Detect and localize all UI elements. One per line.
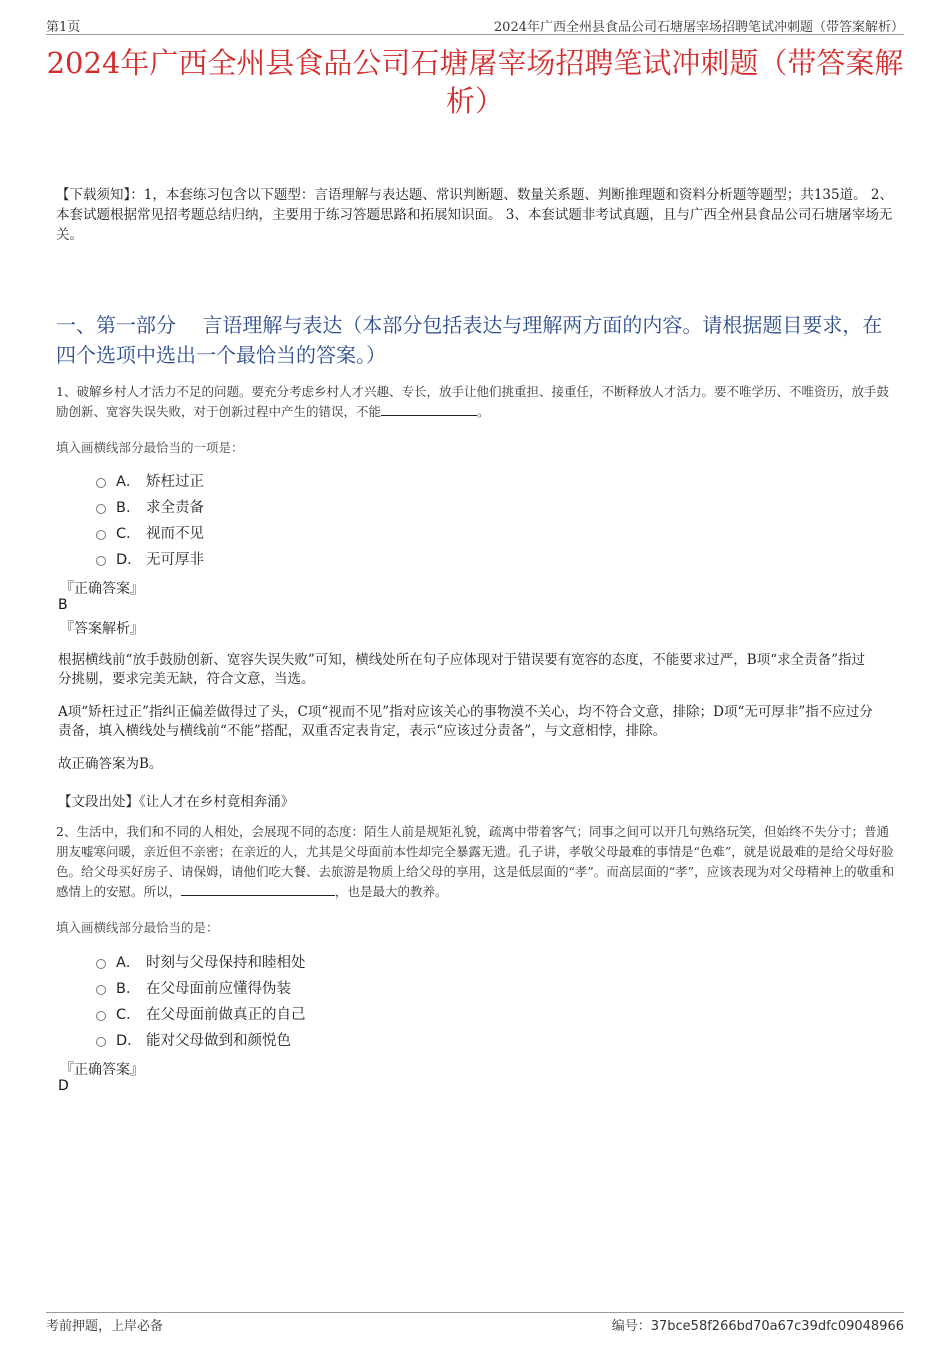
option-c[interactable]: C． 视而不见 (96, 519, 204, 545)
option-d[interactable]: D． 无可厚非 (96, 545, 204, 571)
download-notice: 【下载须知】：1，本套练习包含以下题型：言语理解与表达题、常识判断题、数量关系题、判断推理题和资料分析题等题型；共135道。 2、本套试题根据常见招考题总结归纳，主要用于练习答题思路和拓展知识面。 3、本套试题非考试真题，且与广西全州县食品公司石塘屠宰场无关。 (56, 187, 893, 243)
radio-icon[interactable] (96, 478, 106, 488)
radio-icon[interactable] (96, 556, 106, 566)
radio-icon[interactable] (96, 959, 106, 969)
radio-icon[interactable] (96, 1037, 106, 1047)
page-header (46, 14, 904, 35)
radio-icon[interactable] (96, 504, 106, 514)
question-2-stem: 2、生活中，我们和不同的人相处，会展现不同的态度：陌生人前是规矩礼貌，疏离中带着客气；同事之间可以开几句熟络玩笑，但始终不失分寸；普通朋友嘘寒问暖，亲近但不亲密；在亲近的人，尤其是父母面前本性却完全暴露无遗。孔子讲，孝敬父母最难的事情是“色难”，就是说最难的是给父母好脸色。给父母买好房子、请保姆，请他们吃大餐、去旅游是物质上给父母的享用，这是低层面的“孝”。而高层面的“孝”，应该表现为对父母精神上的敬重和感情上的安慰。所以， ，也是最大的教养。 (56, 824, 895, 899)
radio-icon[interactable] (96, 530, 106, 540)
correct-answer: B (58, 597, 68, 613)
option-d[interactable]: D． 能对父母做到和颜悦色 (96, 1026, 306, 1052)
option-a[interactable]: A． 时刻与父母保持和睦相处 (96, 948, 306, 974)
page-footer (46, 1312, 904, 1333)
radio-icon[interactable] (96, 1011, 106, 1021)
option-c[interactable]: C． 在父母面前做真正的自己 (96, 1000, 306, 1026)
question-1-options (96, 467, 204, 571)
radio-icon[interactable] (96, 985, 106, 995)
analysis-conclusion: 故正确答案为B。 (58, 756, 163, 772)
correct-answer-label: 『正确答案』 (60, 581, 144, 597)
footer-code: 编号：37bce58f266bd70a67c39dfc09048966 (611, 1319, 904, 1334)
answer-blank (381, 403, 477, 416)
source-citation: 【文段出处】《让人才在乡村竟相奔涌》 (58, 794, 295, 810)
analysis-paragraph-1: 根据横线前“放手鼓励创新、宽容失误失败”可知，横线处所在句子应体现对于错误要有宽容的态度，不能要求过严，B项“求全责备”指过分挑剔，要求完美无缺，符合文意，当选。 (58, 652, 866, 687)
section-title: 一、第一部分 言语理解与表达（本部分包括表达与理解两方面的内容。请根据题目要求，在四个选项中选出一个最恰当的答案。） (56, 313, 883, 367)
question-2-instruction: 填入画横线部分最恰当的是： (56, 920, 219, 935)
option-b[interactable]: B． 求全责备 (96, 493, 204, 519)
document-title: 2024年广西全州县食品公司石塘屠宰场招聘笔试冲刺题（带答案解析） (46, 46, 904, 118)
page-number: 第1页 (46, 20, 81, 35)
option-a[interactable]: A． 矫枉过正 (96, 467, 204, 493)
option-b[interactable]: B． 在父母面前应懂得伪装 (96, 974, 306, 1000)
correct-answer-label: 『正确答案』 (60, 1062, 144, 1078)
question-2-options (96, 948, 306, 1052)
correct-answer: D (58, 1078, 69, 1094)
analysis-paragraph-2: A项“矫枉过正”指纠正偏差做得过了头，C项“视而不见”指对应该关心的事物漠不关心，均不符合文意，排除；D项“无可厚非”指不应过分责备，填入横线处与横线前“不能”搭配，双重否定表肯定，表示“应该过分责备”，与文意相悖，排除。 (58, 704, 873, 739)
footer-slogan: 考前押题，上岸必备 (46, 1319, 164, 1334)
answer-blank (181, 883, 335, 896)
question-1-stem: 1、破解乡村人才活力不足的问题。要充分考虑乡村人才兴趣、专长，放手让他们挑重担、接重任，不断释放人才活力。要不唯学历、不唯资历，放手鼓励创新、宽容失误失败，对于创新过程中产生的错误，不能 。 (56, 384, 889, 419)
analysis-label: 『答案解析』 (60, 621, 144, 637)
header-doc-title: 2024年广西全州县食品公司石塘屠宰场招聘笔试冲刺题（带答案解析） (493, 20, 904, 35)
question-1-instruction: 填入画横线部分最恰当的一项是： (56, 440, 244, 455)
